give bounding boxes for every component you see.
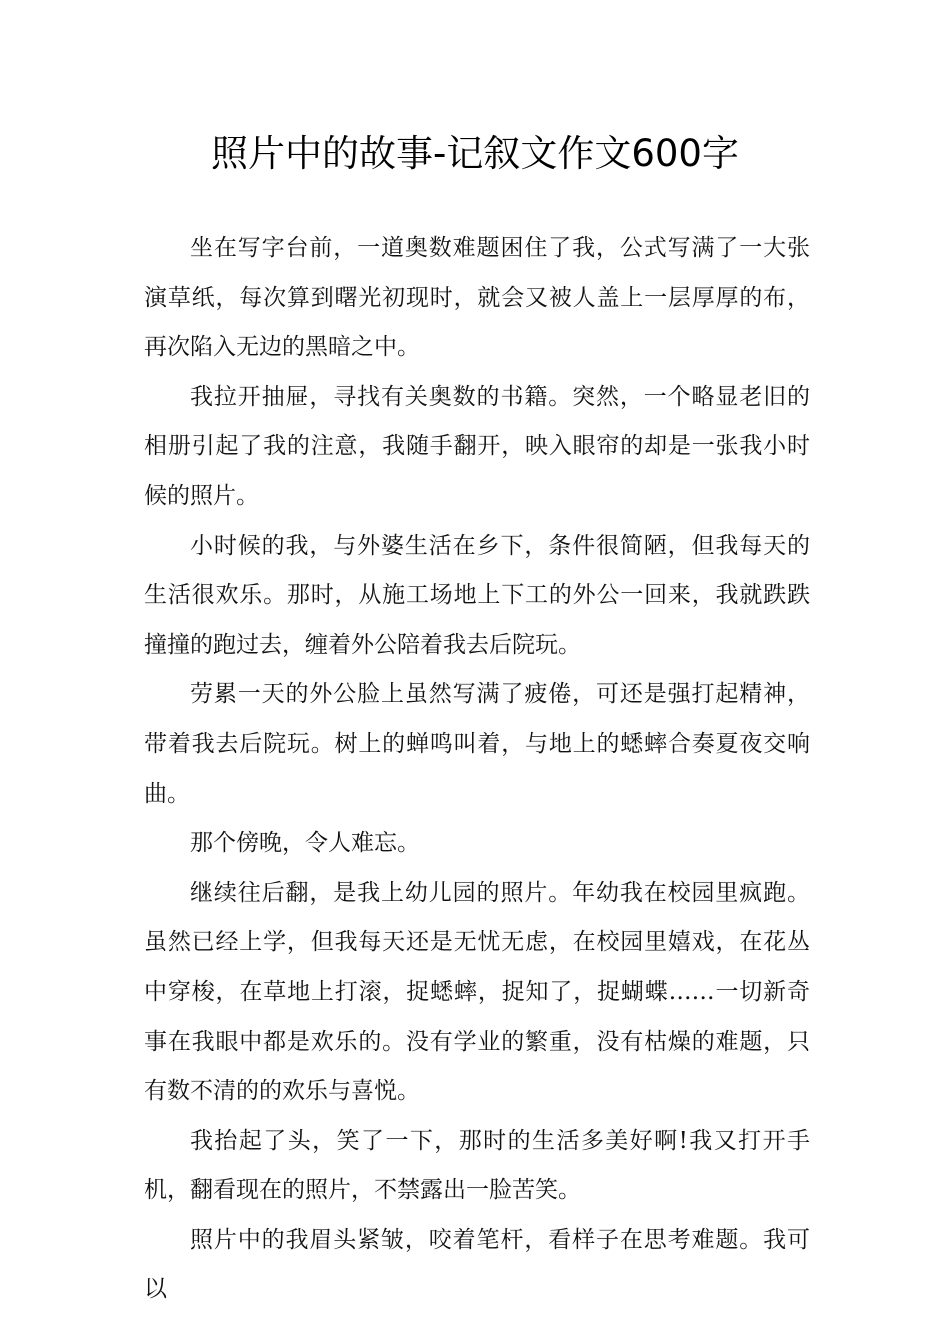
paragraph-4: 劳累一天的外公脸上虽然写满了疲倦，可还是强打起精神，带着我去后院玩。树上的蝉鸣叫着，与地上的蟋蟀合奏夏夜交响曲。 <box>144 681 810 807</box>
paragraph-1: 坐在写字台前，一道奥数难题困住了我，公式写满了一大张演草纸，每次算到曙光初现时，就会又被人盖上一层厚厚的布，再次陷入无边的黑暗之中。 <box>144 235 810 361</box>
document-title: 照片中的故事-记叙文作文600字 <box>211 132 739 175</box>
paragraph-2: 我拉开抽屉，寻找有关奥数的书籍。突然，一个略显老旧的相册引起了我的注意，我随手翻开，映入眼帘的却是一张我小时候的照片。 <box>144 383 810 509</box>
document-body <box>144 224 810 1315</box>
paragraph-5: 那个傍晚，令人难忘。 <box>190 830 420 857</box>
paragraph-6: 继续往后翻，是我上幼儿园的照片。年幼我在校园里疯跑。虽然已经上学，但我每天还是无忧无虑，在校园里嬉戏，在花丛中穿梭，在草地上打滚，捉蟋蟀，捉知了，捉蝴蝶……一切新奇事在我眼中都是欢乐的。没有学业的繁重，没有枯燥的难题，只有数不清的的欢乐与喜悦。 <box>144 879 810 1105</box>
paragraph-3: 小时候的我，与外婆生活在乡下，条件很简陋，但我每天的生活很欢乐。那时，从施工场地上下工的外公一回来，我就跌跌撞撞的跑过去，缠着外公陪着我去后院玩。 <box>144 532 810 658</box>
paragraph-7: 我抬起了头，笑了一下，那时的生活多美好啊!我又打开手机，翻看现在的照片，不禁露出一脸苦笑。 <box>144 1127 810 1204</box>
paragraph-8: 照片中的我眉头紧皱，咬着笔杆，看样子在思考难题。我可以 <box>144 1226 810 1303</box>
